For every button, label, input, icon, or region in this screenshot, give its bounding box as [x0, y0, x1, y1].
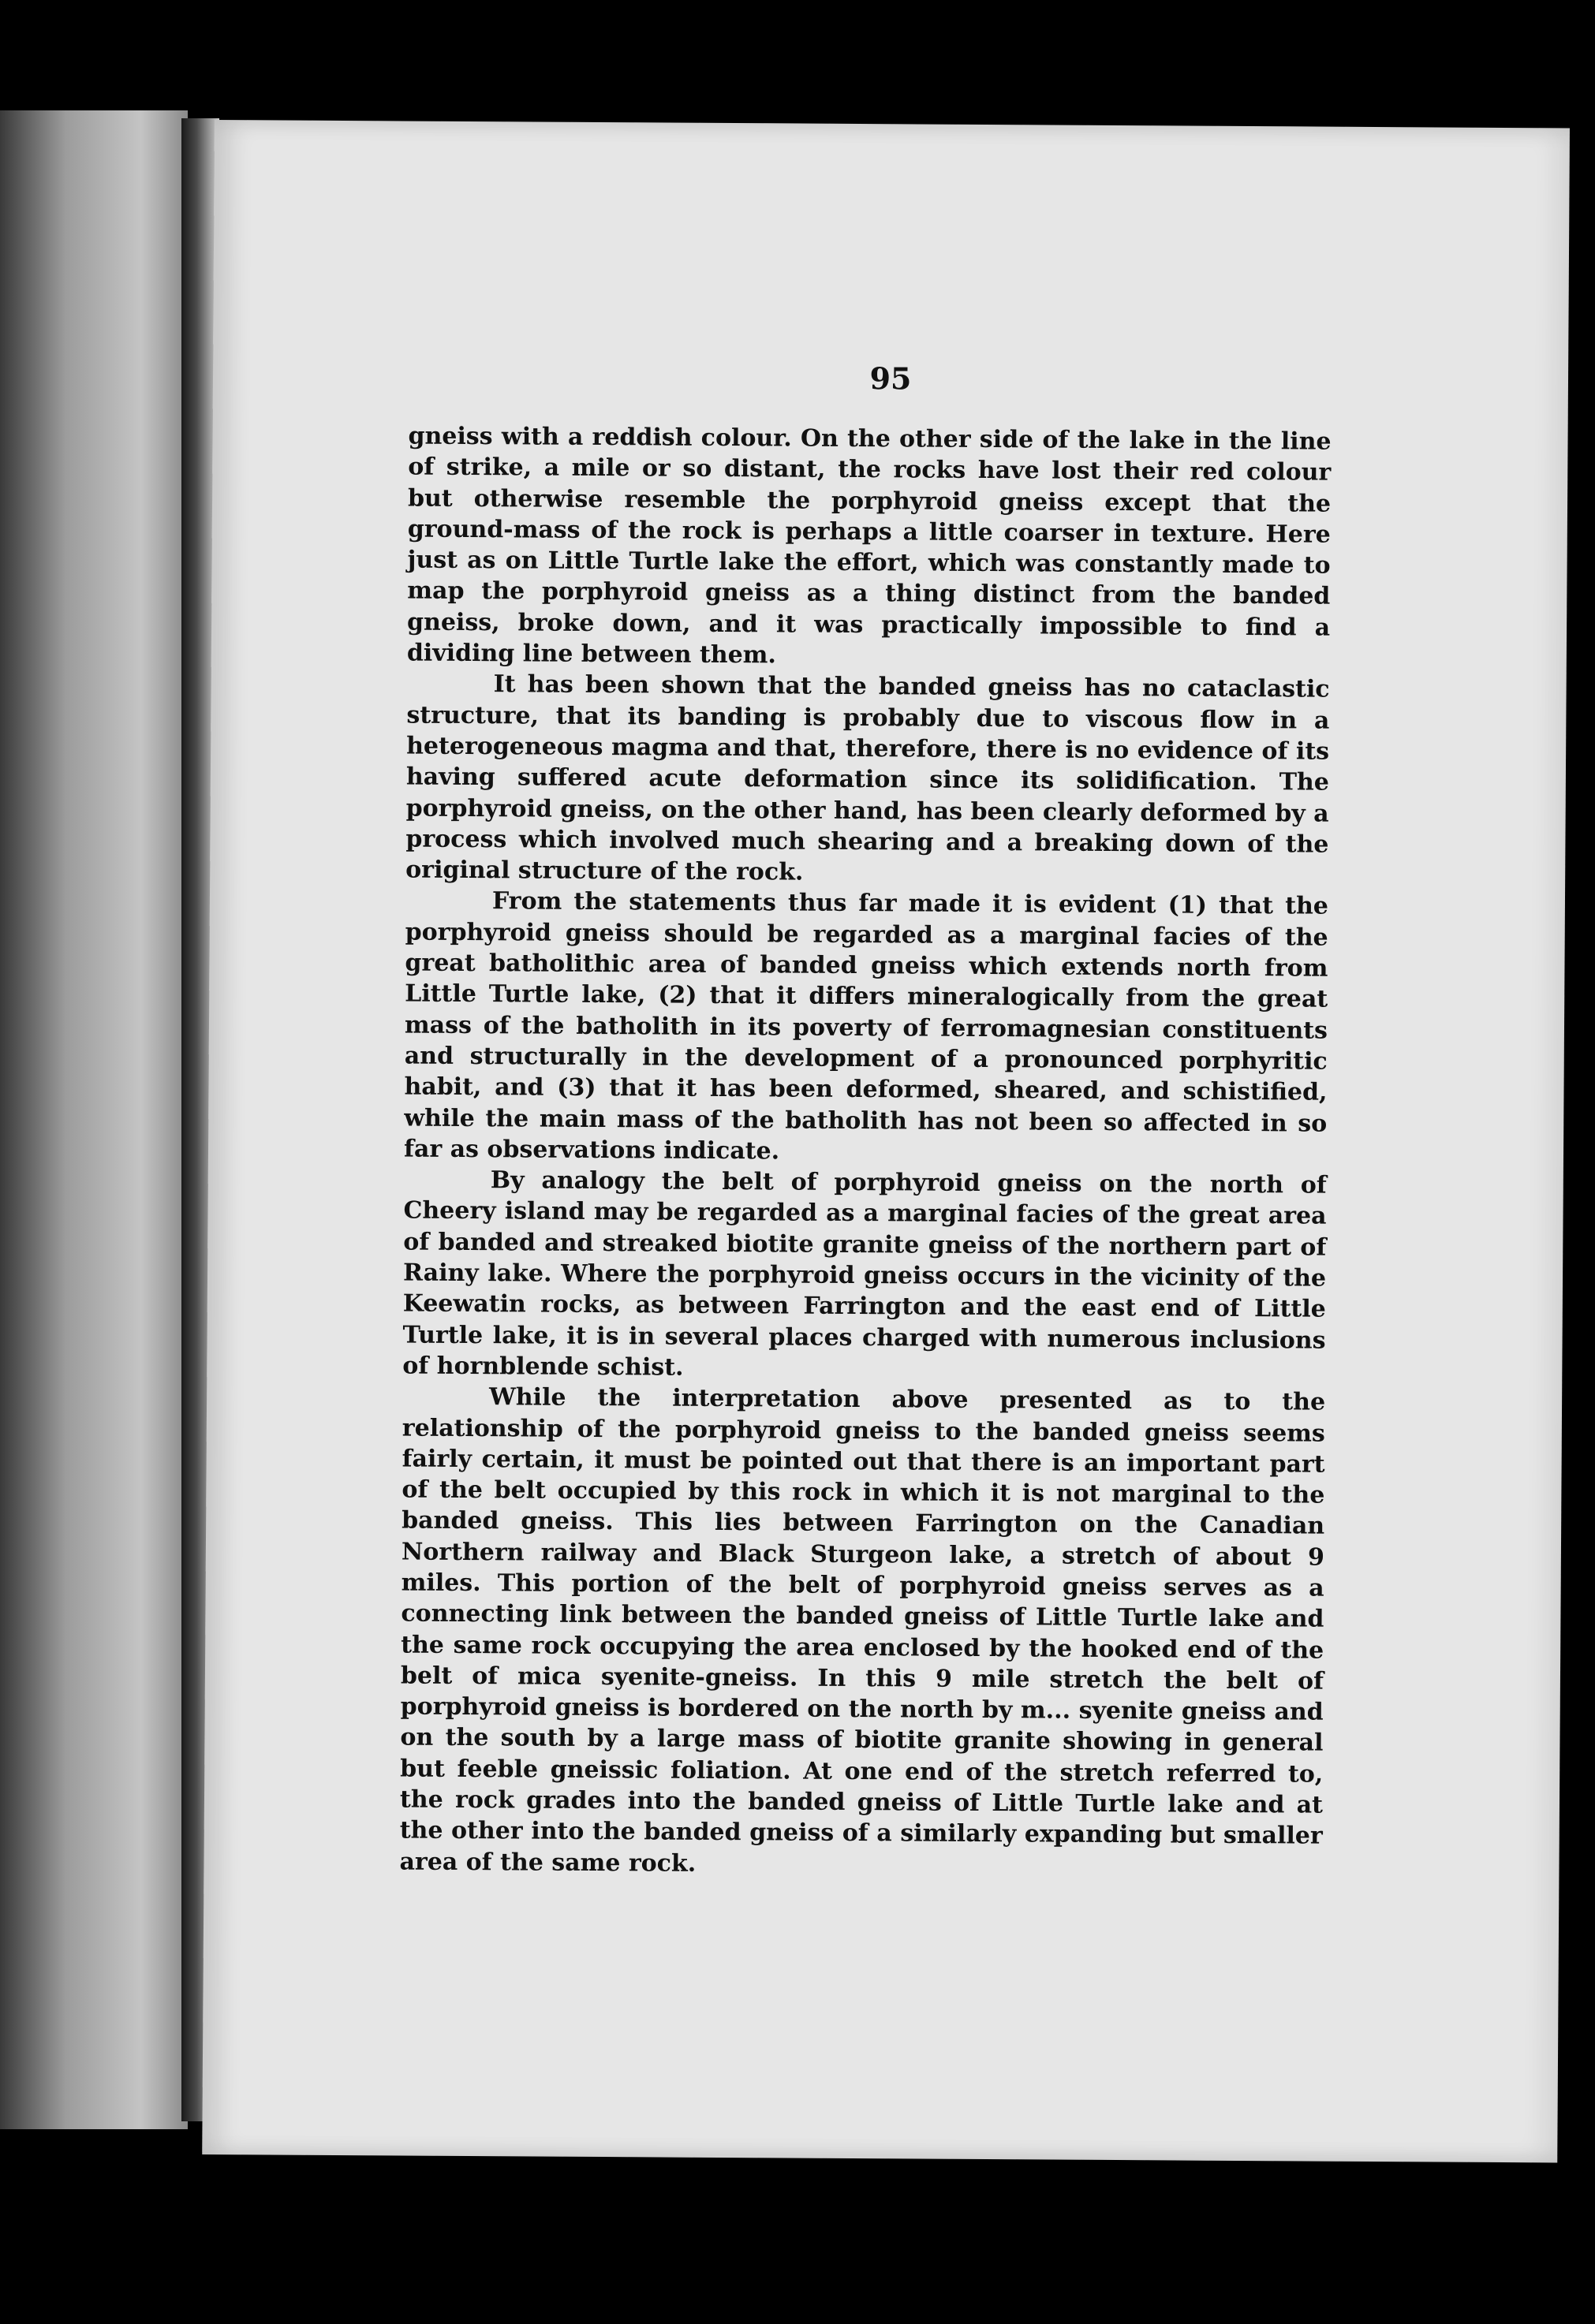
book-page	[202, 120, 1570, 2162]
paragraph: From the statements thus far made it is evident (1) that the porphyroid gneiss should be regarded as a marginal facies of the great batholithic area of banded gneiss which extends north from Little Turtle lake, (2) that it differs mineralogically from the great mass of the batholith in its poverty of ferromagnesian constituents and structurally in the development of a pronounced porphyritic habit, and (3) that it has been deformed, sheared, and schistified, while the main mass of the batholith has not been so affected in so far as observations indicate.	[403, 887, 1329, 1166]
paragraph: By analogy the belt of porphyroid gneiss on the north of Cheery island may be regarded as a marginal facies of the great area of banded and streaked biotite granite gneiss of the northern part of Rainy lake. Where the porphyroid gneiss occurs in the vicinity of the Keewatin rocks, as between Farrington and the east end of Little Turtle lake, it is in several places charged with numerous inclusions of hornblende schist.	[402, 1166, 1327, 1382]
paragraph: gneiss with a reddish colour. On the other side of the lake in the line of strike, a mile or so distant, the rocks have lost their red colour but otherwise resemble the porphyroid gneiss except that the ground-mass of the rock is perhaps a little coarser in texture. Here just as on Little Turtle lake the effort, which was constantly made to map the porphyroid gneiss as a thing distinct from the banded gneiss, broke down, and it was practically impossible to find a dividing line between them.	[406, 422, 1332, 670]
page-number: 95	[869, 360, 912, 397]
body-text	[399, 421, 1331, 1883]
paragraph: It has been shown that the banded gneiss has no cataclastic structure, that its banding is probably due to viscous flow in a heterogeneous magma and that, therefore, there is no evidence of its having suffered acute deformation since its solidification. The porphyroid gneiss, on the other hand, has been clearly deformed by a process which involved much shearing and a breaking down of the original structure of the rock.	[405, 670, 1330, 886]
paragraph: While the interpretation above presented as to the relationship of the porphyroid gneiss to the banded gneiss seems fairly certain, it must be pointed out that there is an important part of the belt occupied by this rock in which it is not marginal to the banded gneiss. This lies between Farrington on the Canadian Northern railway and Black Sturgeon lake, a stretch of about 9 miles. This portion of the belt of porphyroid gneiss serves as a connecting link between the banded gneiss of Little Turtle lake and the same rock occupying the area enclosed by the hooked end of the belt of mica syenite-gneiss. In this 9 mile stretch the belt of porphyroid gneiss is bordered on the north by m... syenite gneiss and on the south by a large mass of biotite granite showing in general but feeble gneissic foliation. At one end of the stretch referred to, the rock grades into the banded gneiss of Little Turtle lake and at the other into the banded gneiss of a similarly expanding but smaller area of the same rock.	[399, 1383, 1326, 1878]
facing-page-edge	[0, 110, 188, 2129]
